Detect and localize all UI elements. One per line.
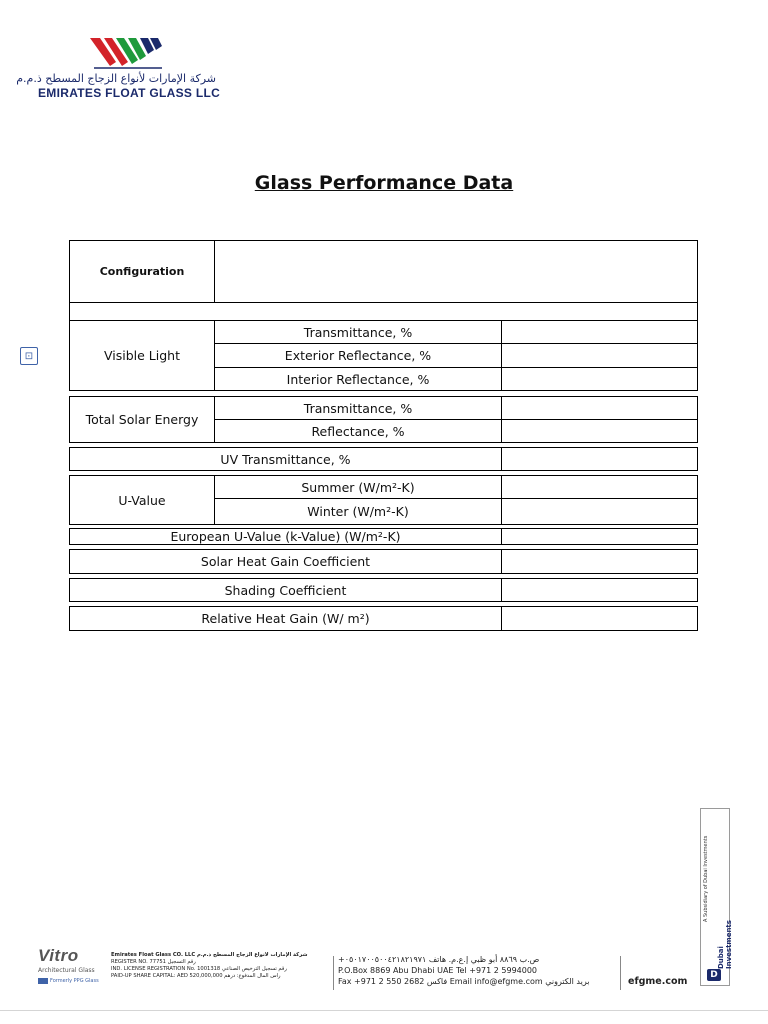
footer-company-line: Emirates Float Glass CO. LLC شركة الإمارات لأنواع الزجاج المسطح ذ.م.م	[111, 952, 308, 958]
vitro-name: Vitro	[38, 946, 79, 965]
shading-coefficient-label: Shading Coefficient	[69, 578, 502, 602]
vl-interior-reflectance-label: Interior Reflectance, %	[214, 367, 502, 391]
bottom-rule	[0, 1010, 768, 1011]
subsidiary-tagline: A Subsidiary of Dubai Investments	[703, 835, 709, 923]
registration-info	[111, 952, 331, 980]
relative-heat-gain-value	[501, 606, 698, 631]
logo-mark	[90, 36, 166, 72]
vl-exterior-reflectance-value	[501, 343, 698, 368]
footer-fax-email: Fax +971 2 550 2682 فاكس Email info@efgme.com بريد الكتروني	[338, 977, 590, 986]
relative-heat-gain-label: Relative Heat Gain (W/ m²)	[69, 606, 502, 631]
tse-reflectance-value	[501, 419, 698, 443]
website-link[interactable]: efgme.com	[628, 976, 688, 987]
shading-coefficient-value	[501, 578, 698, 602]
footer-capital-line: PAID-UP SHARE CAPITAL: AED 520,000,000 رأس المال المدفوع: درهم	[111, 973, 281, 979]
shgc-label: Solar Heat Gain Coefficient	[69, 549, 502, 574]
vitro-subtitle: Architectural Glass	[38, 967, 95, 974]
configuration-label: Configuration	[69, 240, 215, 303]
logo-english-name: EMIRATES FLOAT GLASS LLC	[38, 86, 221, 100]
shgc-value	[501, 549, 698, 574]
footer-address: P.O.Box 8869 Abu Dhabi UAE Tel +971 2 5994000	[338, 966, 538, 975]
european-u-value-label: European U-Value (k-Value) (W/m²-K)	[69, 528, 502, 545]
vl-transmittance-label: Transmittance, %	[214, 320, 502, 344]
total-solar-energy-label: Total Solar Energy	[69, 396, 215, 443]
company-logo	[16, 36, 221, 100]
u-value-label: U-Value	[69, 475, 215, 525]
uv-transmittance-label: UV Transmittance, %	[69, 447, 502, 471]
footer-register-line: REGISTER NO. 77751 رقم التسجيل	[111, 959, 196, 965]
footer-phone-arabic: ص.ب ٨٨٦٩ أبو ظبي إ.ع.م. هاتف ٠٥٠١٧٠٠٥٠٠٤٢١٨٢١٩٧١+	[338, 955, 540, 964]
u-winter-label: Winter (W/m²-K)	[214, 498, 502, 525]
u-winter-value	[501, 498, 698, 525]
tse-transmittance-label: Transmittance, %	[214, 396, 502, 420]
footer	[0, 920, 768, 1000]
u-summer-value	[501, 475, 698, 499]
footer-divider	[333, 956, 334, 990]
vitro-ppg-note	[38, 978, 106, 984]
vl-exterior-reflectance-label: Exterior Reflectance, %	[214, 343, 502, 368]
document-icon[interactable]: ⊡	[20, 347, 38, 365]
footer-divider	[620, 956, 621, 990]
vl-interior-reflectance-value	[501, 367, 698, 391]
dubai-investments-mark-icon: D	[707, 969, 721, 981]
vitro-logo	[38, 946, 106, 984]
page-title: Glass Performance Data	[254, 172, 514, 194]
dubai-investments-name: Dubai Investments	[717, 920, 733, 969]
tse-transmittance-value	[501, 396, 698, 420]
ppg-icon	[38, 978, 48, 984]
vitro-ppg-text: Formerly PPG Glass	[50, 978, 99, 984]
logo-arabic-name: شركة الإمارات لأنواع الزجاج المسطح ذ.م.م	[16, 72, 216, 85]
configuration-value	[214, 240, 698, 303]
contact-info	[338, 954, 614, 987]
tse-reflectance-label: Reflectance, %	[214, 419, 502, 443]
spacer-row	[69, 302, 698, 321]
u-summer-label: Summer (W/m²-K)	[214, 475, 502, 499]
visible-light-label: Visible Light	[69, 320, 215, 391]
european-u-value-value	[501, 528, 698, 545]
footer-license-line: IND. LICENSE REGISTRATION No. 1001318 رقم تسجيل الترخيص الصناعي	[111, 966, 287, 972]
vl-transmittance-value	[501, 320, 698, 344]
uv-transmittance-value	[501, 447, 698, 471]
